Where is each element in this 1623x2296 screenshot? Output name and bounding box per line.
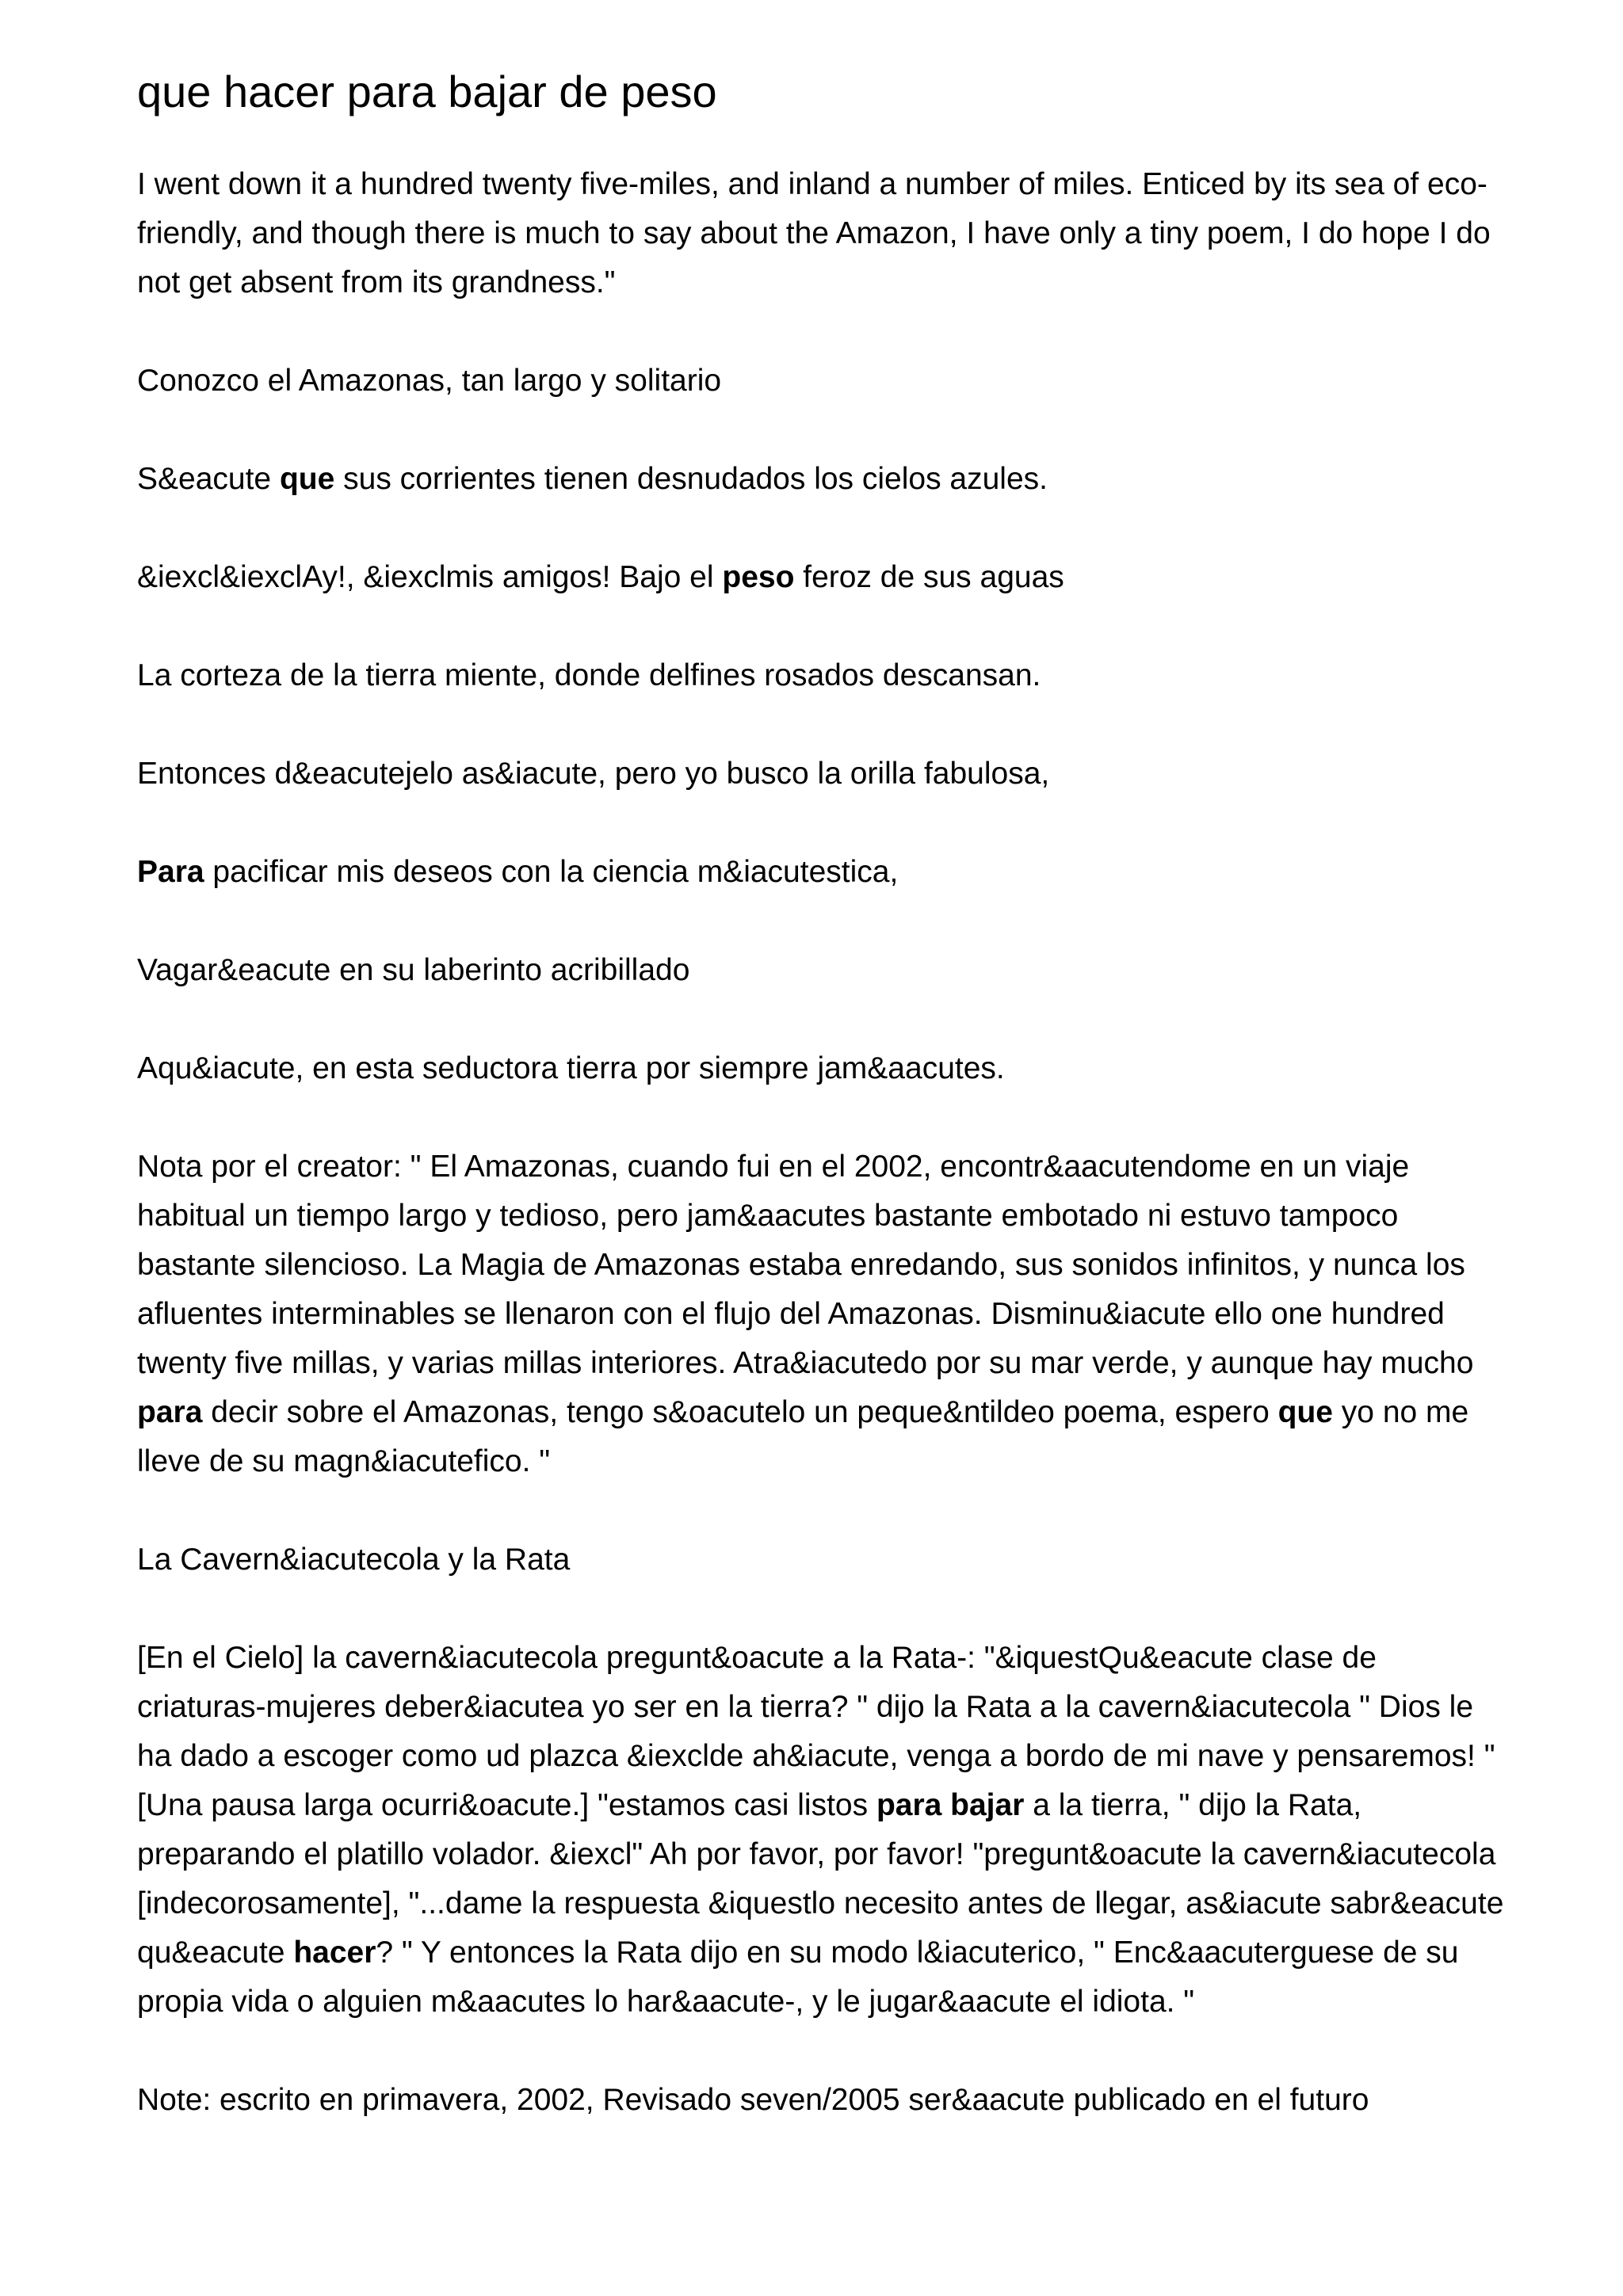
bold-keyword: que bbox=[1277, 1394, 1333, 1429]
text-run: yo no me lleve de su magn&iacutefico. " bbox=[137, 1394, 1469, 1478]
paragraph bbox=[137, 651, 1508, 700]
text-run: decir sobre el Amazonas, tengo s&oacutelo un peque&ntildeo poema, espero bbox=[202, 1394, 1278, 1429]
paragraph bbox=[137, 1142, 1508, 1486]
text-run: a la tierra, " dijo la Rata, preparando el platillo volador. &iexcl" Ah por favor, por favor! "pregunt&oacute la cavern&iacutecola [indecorosamente], "...dame la respuesta &iquestlo necesito antes de llegar, as&iacute sabr&eacute qu&eacute bbox=[137, 1787, 1504, 1970]
paragraph bbox=[137, 160, 1508, 307]
text-run: Conozco el Amazonas, tan largo y solitario bbox=[137, 363, 722, 398]
paragraph bbox=[137, 946, 1508, 995]
text-run: [En el Cielo] la cavern&iacutecola pregunt&oacute a la Rata-: "&iquestQu&eacute clase de criaturas-mujeres deber&iacutea yo ser en la tierra? " dijo la Rata a la cavern&iacutecola " Dios le ha dado a escoger como ud plazca &iexclde ah&iacute, venga a bordo de mi nave y pensaremos! " [Una pausa larga ocurri&oacute.] "estamos casi listos bbox=[137, 1640, 1495, 1822]
bold-keyword: peso bbox=[722, 559, 795, 594]
paragraph bbox=[137, 1634, 1508, 2027]
bold-keyword: que bbox=[279, 461, 335, 496]
text-run: Note: escrito en primavera, 2002, Revisado seven/2005 ser&aacute publicado en el futuro bbox=[137, 2082, 1369, 2117]
paragraph bbox=[137, 553, 1508, 602]
paragraph bbox=[137, 1044, 1508, 1093]
document-title: que hacer para bajar de peso bbox=[137, 67, 717, 116]
text-run: Aqu&iacute, en esta seductora tierra por siempre jam&aacutes. bbox=[137, 1051, 1005, 1085]
text-run: La corteza de la tierra miente, donde delfines rosados descansan. bbox=[137, 658, 1041, 692]
paragraph bbox=[137, 749, 1508, 799]
text-run: sus corrientes tienen desnudados los cielos azules. bbox=[334, 461, 1048, 496]
paragraph bbox=[137, 455, 1508, 504]
paragraph bbox=[137, 2076, 1508, 2125]
bold-keyword: para bbox=[137, 1394, 203, 1429]
bold-keyword: hacer bbox=[293, 1935, 376, 1970]
text-run: &iexcl&iexclAy!, &iexclmis amigos! Bajo el bbox=[137, 559, 723, 594]
text-run: Vagar&eacute en su laberinto acribillado bbox=[137, 952, 690, 987]
text-run: pacificar mis deseos con la ciencia m&iacutestica, bbox=[204, 854, 899, 889]
document-page bbox=[137, 63, 1508, 2174]
text-run: ? " Y entonces la Rata dijo en su modo l&iacuterico, " Enc&aacuterguese de su propia vida o alguien m&aacutes lo har&aacute-, y le jugar&aacute el idiota. " bbox=[137, 1935, 1459, 2019]
paragraph bbox=[137, 848, 1508, 897]
bold-keyword: Para bbox=[137, 854, 204, 889]
text-run: feroz de sus aguas bbox=[794, 559, 1064, 594]
paragraph bbox=[137, 1535, 1508, 1585]
text-run: S&eacute bbox=[137, 461, 280, 496]
text-run: I went down it a hundred twenty five-miles, and inland a number of miles. Enticed by its sea of eco-friendly, and though there is much to say about the Amazon, I have only a tiny poem, I do hope I do not get absent from its grandness." bbox=[137, 166, 1491, 299]
text-run: Entonces d&eacutejelo as&iacute, pero yo busco la orilla fabulosa, bbox=[137, 756, 1050, 791]
paragraph bbox=[137, 357, 1508, 406]
bold-keyword: para bajar bbox=[876, 1787, 1025, 1822]
text-run: Nota por el creator: " El Amazonas, cuando fui en el 2002, encontr&aacutendome en un viaje habitual un tiempo largo y tedioso, pero jam&aacutes bastante embotado ni estuvo tampoco bastante silencioso. La Magia de Amazonas estaba enredando, sus sonidos infinitos, y nunca los afluentes interminables se llenaron con el flujo del Amazonas. Disminu&iacute ello one hundred twenty five millas, y varias millas interiores. Atra&iacutedo por su mar verde, y aunque hay mucho bbox=[137, 1149, 1474, 1380]
text-run: La Cavern&iacutecola y la Rata bbox=[137, 1542, 571, 1577]
